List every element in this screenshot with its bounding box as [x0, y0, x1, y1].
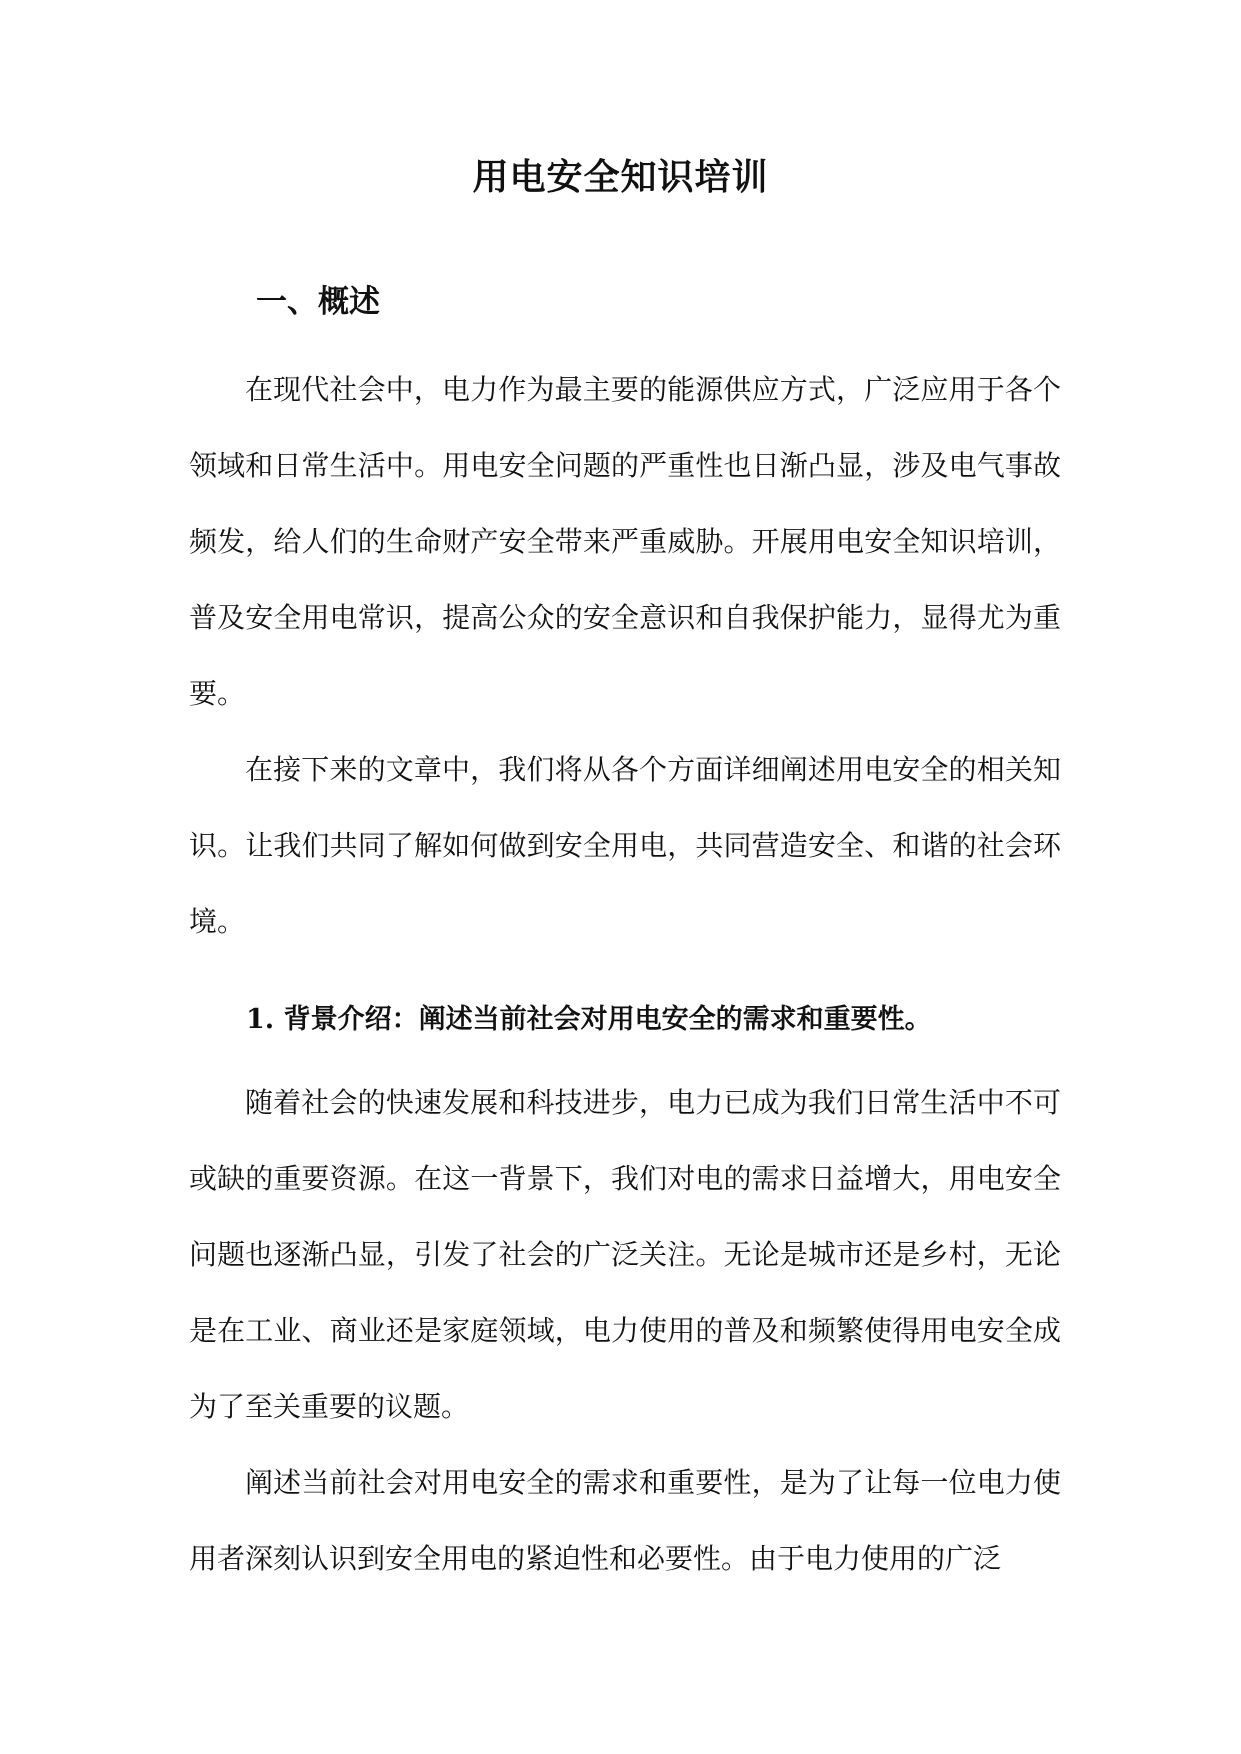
overview-paragraph-2: 在接下来的文章中，我们将从各个方面详细阐述用电安全的相关知识。让我们共同了解如何做到安全用电，共同营造安全、和谐的社会环境。 [189, 753, 1061, 938]
subsection-heading-background: 1. 背景介绍：阐述当前社会对用电安全的需求和重要性。 [246, 1004, 932, 1035]
background-paragraph-2: 阐述当前社会对用电安全的需求和重要性，是为了让每一位电力使用者深刻认识到安全用电的紧迫性和必要性。由于电力使用的广泛 [189, 1466, 1061, 1575]
section-heading-overview: 一、概述 [256, 284, 380, 320]
document-title: 用电安全知识培训 [472, 156, 769, 198]
overview-paragraph-1: 在现代社会中，电力作为最主要的能源供应方式，广泛应用于各个领域和日常生活中。用电安全问题的严重性也日渐凸显，涉及电气事故频发，给人们的生命财产安全带来严重威胁。开展用电安全知识培训，普及安全用电常识，提高公众的安全意识和自我保护能力，显得尤为重要。 [189, 373, 1061, 710]
background-paragraph-1: 随着社会的快速发展和科技进步，电力已成为我们日常生活中不可或缺的重要资源。在这一背景下，我们对电的需求日益增大，用电安全问题也逐渐凸显，引发了社会的广泛关注。无论是城市还是乡村，无论是在工业、商业还是家庭领域，电力使用的普及和频繁使得用电安全成为了至关重要的议题。 [189, 1086, 1061, 1423]
